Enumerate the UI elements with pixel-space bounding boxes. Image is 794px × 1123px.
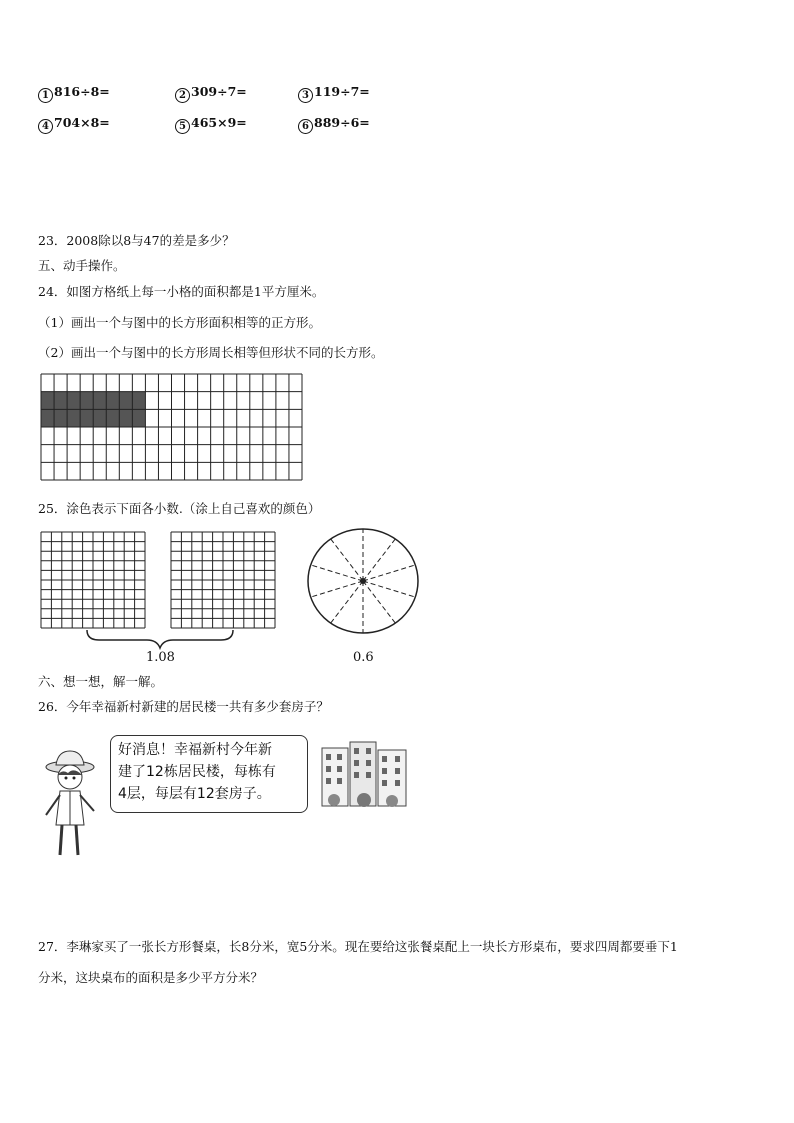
- bubble-line-3: 4层，每层有12套房子。: [118, 786, 271, 802]
- section-6-heading: 六、想一想，解一解。: [38, 674, 164, 689]
- circled-number: 4: [38, 119, 53, 134]
- circled-number: 2: [175, 88, 190, 103]
- question-25: 25．涂色表示下面各小数.（涂上自己喜欢的颜色）: [38, 501, 321, 516]
- question-26: 26．今年幸福新村新建的居民楼一共有多少套房子？: [38, 699, 329, 714]
- circled-number: 3: [298, 88, 313, 103]
- grid-paper-figure: [40, 373, 303, 481]
- question-27-line-2: 分米，这块桌布的面积是多少平方分米？: [38, 970, 264, 985]
- question-24: 24．如图方格纸上每一小格的面积都是1平方厘米。: [38, 284, 325, 299]
- calc-2: 2 309÷7=: [175, 84, 247, 103]
- reporter-illustration: [38, 745, 108, 860]
- hundred-grid-left: [40, 531, 146, 629]
- circled-number: 6: [298, 119, 313, 134]
- circled-number: 1: [38, 88, 53, 103]
- question-27-line-1: 27．李琳家买了一张长方形餐桌，长8分米，宽5分米。现在要给这张餐桌配上一块长方形桌布，要求四周都要垂下1: [38, 939, 678, 954]
- decimal-label-0-6: 0.6: [353, 650, 374, 665]
- calc-3: 3 119÷7=: [298, 84, 370, 103]
- section-5-heading: 五、动手操作。: [38, 258, 126, 273]
- question-23: 23．2008除以8与47的差是多少？: [38, 233, 235, 248]
- brace-symbol: [85, 628, 235, 650]
- question-24-part-2: （2）画出一个与图中的长方形周长相等但形状不同的长方形。: [38, 345, 384, 360]
- speech-bubble: [110, 735, 308, 813]
- bubble-line-2: 建了12栋居民楼，每栋有: [118, 764, 276, 780]
- calc-5: 5 465×9=: [175, 115, 247, 134]
- question-24-part-1: （1）画出一个与图中的长方形面积相等的正方形。: [38, 315, 321, 330]
- hundred-grid-right: [170, 531, 276, 629]
- calc-1: 1 816÷8=: [38, 84, 110, 103]
- calc-6: 6 889÷6=: [298, 115, 370, 134]
- buildings-illustration: [320, 738, 410, 810]
- calc-4: 4 704×8=: [38, 115, 110, 134]
- decimal-label-1-08: 1.08: [146, 650, 175, 665]
- bubble-line-1: 好消息！幸福新村今年新: [118, 742, 272, 758]
- divided-circle: [303, 525, 423, 637]
- circled-number: 5: [175, 119, 190, 134]
